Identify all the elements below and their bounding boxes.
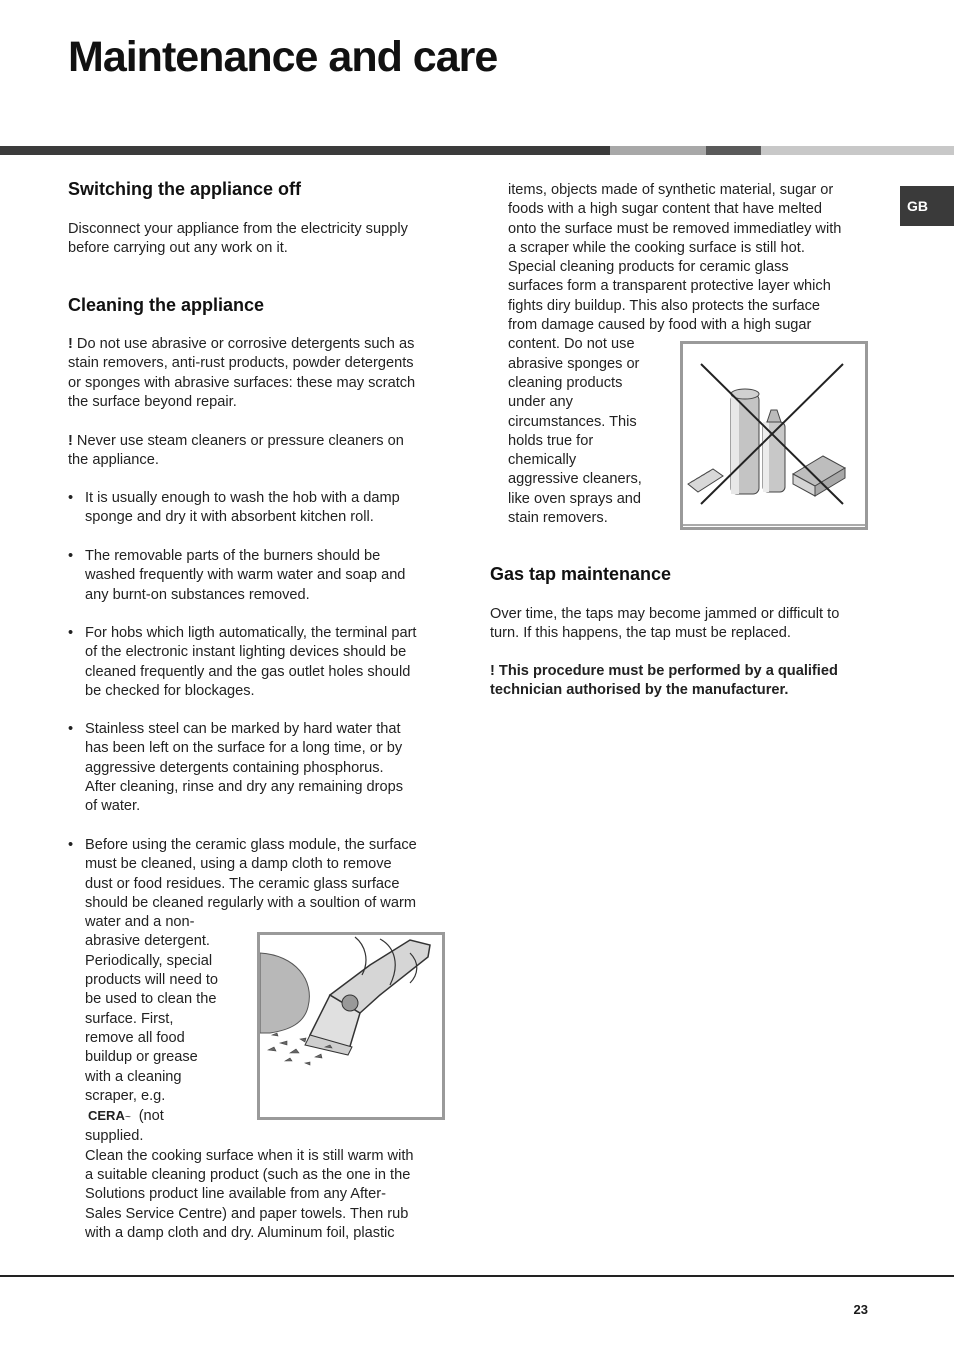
header-bar-segment xyxy=(706,146,761,155)
bullet-dot: • xyxy=(68,490,74,506)
language-tab: GB xyxy=(900,186,954,226)
brand-logo: CERA xyxy=(88,1108,125,1124)
warning-abrasive: ! Do not use abrasive or corrosive detergents such as stain removers, anti-rust products, powder detergents or sponges with abrasive surfaces: these may scratch the surface beyond repair. xyxy=(68,336,416,410)
warning-steam: ! Never use steam cleaners or pressure cleaners on the appliance. xyxy=(68,433,404,469)
forbidden-products-illustration xyxy=(680,341,868,530)
header-bar-segment xyxy=(761,146,954,155)
scraper-illustration xyxy=(257,932,445,1120)
bullet-dot: • xyxy=(68,625,74,641)
gas-tap-warning: ! This procedure must be performed by a qualified technician authorised by the manufacturer. xyxy=(490,663,838,699)
footer-rule xyxy=(0,1275,954,1277)
section-heading-cleaning: Cleaning the appliance xyxy=(68,295,265,315)
header-bar-segment xyxy=(610,146,706,155)
warning-mark: ! xyxy=(68,433,73,449)
page-title: Maintenance and care xyxy=(68,33,498,81)
warning-mark: ! xyxy=(68,336,73,352)
section-heading-switching: Switching the appliance off xyxy=(68,179,302,199)
bullet-dot: • xyxy=(68,837,74,853)
section-heading-gas-tap: Gas tap maintenance xyxy=(490,564,672,584)
brand-logo-script: ~ xyxy=(124,1112,131,1124)
bullet-dot: • xyxy=(68,721,74,737)
gas-tap-text: Over time, the taps may become jammed or difficult to turn. If this happens, the tap must be replaced. xyxy=(490,606,840,642)
ceramic-cleaning-text: items, objects made of synthetic material, sugar or foods with a high sugar content that have melted onto the surface must be removed immediatley with a scraper while the cooking surface is still hot. Special cleaning products for ceramic glass surfaces form a transparent protective layer which fights diry buildup. This also protects the surface from damage caused by food with a high sugar content. Do not use abrasive sponges or cleaning products under any circumstances. This holds true for chemically aggressive cleaners, like oven sprays and stain removers. xyxy=(508,182,842,527)
header-bar-segment xyxy=(0,146,610,155)
bullet-dot: • xyxy=(68,548,74,564)
switching-text: Disconnect your appliance from the electricity supply before carrying out any work on it. xyxy=(68,221,408,257)
scraper-drawing xyxy=(260,935,442,1117)
forbidden-products-drawing xyxy=(683,344,865,527)
page-number: 23 xyxy=(853,1302,868,1317)
